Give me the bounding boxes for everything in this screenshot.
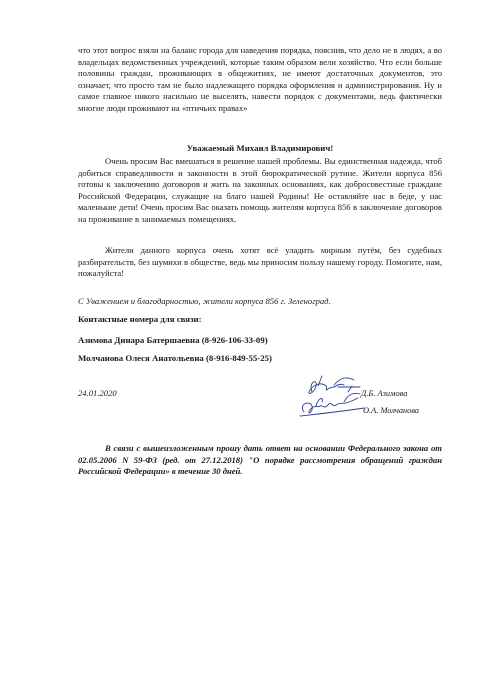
contact-item: Молчанова Олеся Анатольевна (8-916-849-55-25) (78, 353, 272, 363)
greeting-line: Уважаемый Михаил Владимирович! (186, 143, 334, 153)
body-paragraph-2: Очень просим Вас вмешаться в решение нашей проблемы. Вы единственная надежда, чтоб добиться справедливости и законности в этой бюрократической рутине. Жители корпуса 856 готовы к заключению договоров и жить на законных основаниях, как добросовестные граждане Российской Федерации, служащие на благо нашей Родины! Не оставляйте нас в беде, у нас маленькие дети! Очень просим Вас оказать помощь жителям корпуса 856 в заключение договоров на проживание в занимаемых помещениях. (78, 156, 442, 224)
signer-name: О.А. Молчанова (363, 406, 420, 415)
contact-item: Азимова Динара Батершаевна (8-926-106-33-09) (78, 335, 268, 345)
body-paragraph-3: Жители данного корпуса очень хотят всё уладить мирным путём, без судебных разбирательств, без шумихи в обществе, ведь мы приносим пользу нашему городу. Помогите, нам, пожалуйста! (78, 245, 442, 279)
document-date: 24.01.2020 (78, 388, 117, 398)
closing-line: С Уважением и благодарностью, жители корпуса 856 г. Зеленоград. (78, 296, 331, 306)
body-paragraph-1: что этот вопрос взяли на баланс города для наведения порядка, пояснив, что дело не в людях, а во владельцах ведомственных учреждений, которые таким образом вели хозяйство. Что если больше половины граждан, проживающих в общежитиях, не имеют достаточных документов, это означает, что просто там не было надлежащего порядка оформления и администрирования. Ну и самое главное никого насильно не выселять, навести порядок с документами, ведь фактически многие люди проживают на «птичьих правах» (78, 45, 442, 113)
request-paragraph: В связи с вышеизложенным прошу дать ответ на основании Федерального закона от 02.05.2006 N 59-ФЗ (ред. от 27.12.2018) "О порядке рассмотрения обращений граждан Российской Федерации» в течение 30 дней. (78, 443, 442, 477)
signer-name: Д.Б. Азимова (361, 389, 408, 398)
contacts-heading: Контактные номера для связи: (78, 314, 202, 324)
